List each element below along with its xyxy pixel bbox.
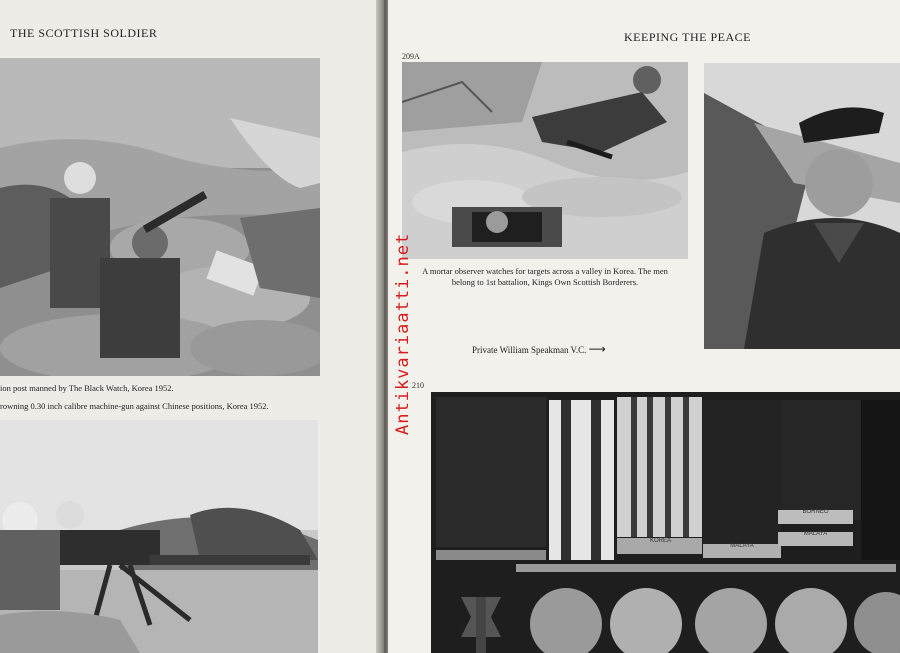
caption-portrait-text: Private William Speakman V.C. xyxy=(472,345,587,355)
clasp-label-malaya-2: MALAYA xyxy=(803,531,828,537)
clasp-label-korea: KOREA xyxy=(649,538,671,544)
figure-number-210: 210 xyxy=(412,381,424,390)
caption-209a-line-1: A mortar observer watches for targets across a valley in Korea. The men xyxy=(422,266,668,276)
browning-gun-photo xyxy=(0,420,318,653)
caption-209a-line-2: belong to 1st battalion, Kings Own Scottish Borderers. xyxy=(451,276,639,287)
speakman-portrait-photo xyxy=(704,63,900,349)
running-head-left: THE SCOTTISH SOLDIER xyxy=(10,26,158,40)
clasp-label-borneo: BORNEO xyxy=(802,509,829,515)
medals-photo xyxy=(431,392,900,653)
watermark-text: Antikvariaatti.net xyxy=(393,232,413,435)
caption-photo-2: rowning 0.30 inch calibre machine-gun against Chinese positions, Korea 1952. xyxy=(0,401,269,411)
caption-209a xyxy=(402,266,688,287)
left-page xyxy=(0,0,380,653)
figure-number-209a: 209A xyxy=(402,52,420,61)
caption-portrait xyxy=(472,342,606,357)
right-arrow-icon: ⟶ xyxy=(588,342,606,356)
mortar-observer-photo xyxy=(402,62,688,259)
machine-gun-post-photo xyxy=(0,58,320,376)
clasp-label-malaya-1: MALAYA xyxy=(730,543,754,549)
caption-photo-1: ion post manned by The Black Watch, Korea 1952. xyxy=(0,383,174,393)
right-page xyxy=(388,0,900,653)
running-head-right: KEEPING THE PEACE xyxy=(624,30,751,44)
